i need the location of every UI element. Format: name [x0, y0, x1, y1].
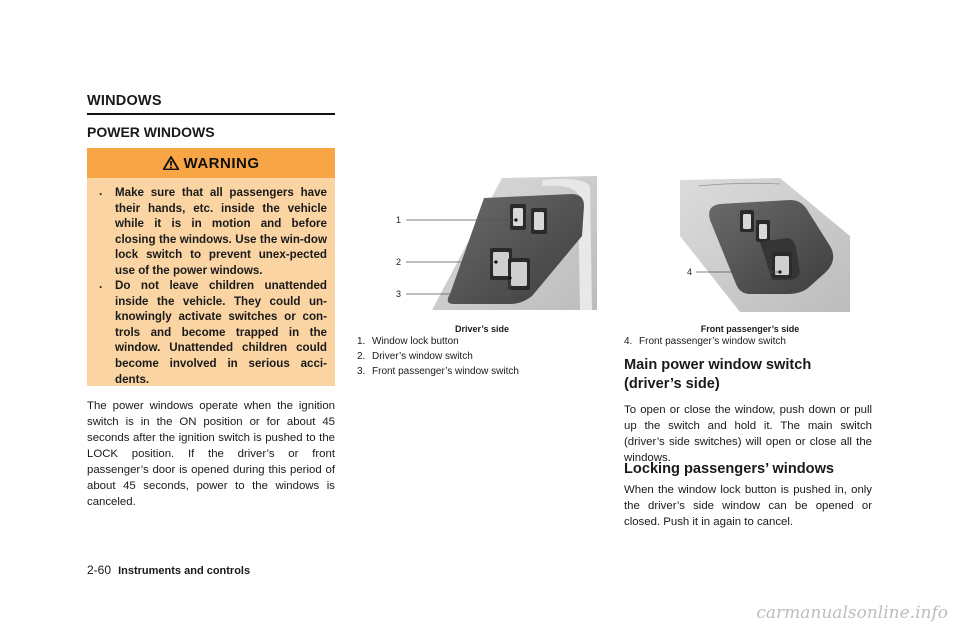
callout-item: 2. Driver’s window switch: [357, 351, 473, 362]
callout-item: 3. Front passenger’s window switch: [357, 366, 519, 377]
passenger-switch-illustration: [680, 176, 850, 312]
callout-list: [624, 334, 786, 349]
warning-item: Make sure that all passengers have their hands, etc. inside the vehicle while it is in motion and before closing the windows. Use the win-dow lock switch to prevent unex-pected use of the power windows.: [115, 186, 327, 277]
callout-label: 3: [396, 289, 402, 299]
callout-item: 4. Front passenger’s window switch: [624, 336, 786, 347]
locking-heading: Locking passengers’ windows: [624, 461, 835, 477]
warning-bullet: .: [99, 277, 103, 291]
warning-box: [87, 148, 335, 386]
figure-caption: Driver’s side: [454, 324, 510, 334]
callout-list: [357, 334, 519, 379]
main-switch-heading: Main power window switch (driver’s side): [624, 357, 812, 392]
warning-item: Do not leave children unattended inside the vehicle. They could un-knowingly activate switches or con-trols and become trapped in the window. Unattended children could become involved in serious acci-dents.: [115, 279, 327, 386]
chapter-title: Instruments and controls: [118, 565, 251, 577]
intro-paragraph: The power windows operate when the ignition switch is in the ON position or for about 45 seconds after the ignition switch is pushed to the LOCK position. If the driver’s or front passenger’s door is opened during this period of about 45 seconds, power to the windows is canceled.: [87, 400, 335, 508]
warning-title: WARNING: [183, 154, 260, 172]
callout-label: 1: [396, 215, 402, 225]
warning-bullet: .: [99, 184, 103, 198]
figure-caption: Front passenger’s side: [700, 324, 800, 334]
driver-switch-illustration: [392, 176, 597, 312]
main-switch-paragraph: To open or close the window, push down or pull up the switch and hold it. The main switch (driver’s side switches) will open or close all the windows.: [624, 404, 872, 464]
warning-header: [87, 148, 335, 178]
section-title: WINDOWS: [87, 93, 162, 109]
page-footer: [87, 563, 250, 577]
page-number: 2-60: [87, 563, 112, 577]
callout-item: 1. Window lock button: [357, 336, 459, 347]
subsection-title: POWER WINDOWS: [87, 124, 215, 140]
callout-label: 4: [687, 267, 693, 277]
callout-label: 2: [396, 257, 402, 267]
locking-paragraph: When the window lock button is pushed in, only the driver’s side window can be opened or closed. Push it in again to cancel.: [624, 484, 872, 528]
section-divider: [87, 113, 335, 115]
warning-triangle-icon: [163, 156, 179, 170]
watermark: carmanualsonline.info: [756, 603, 948, 623]
